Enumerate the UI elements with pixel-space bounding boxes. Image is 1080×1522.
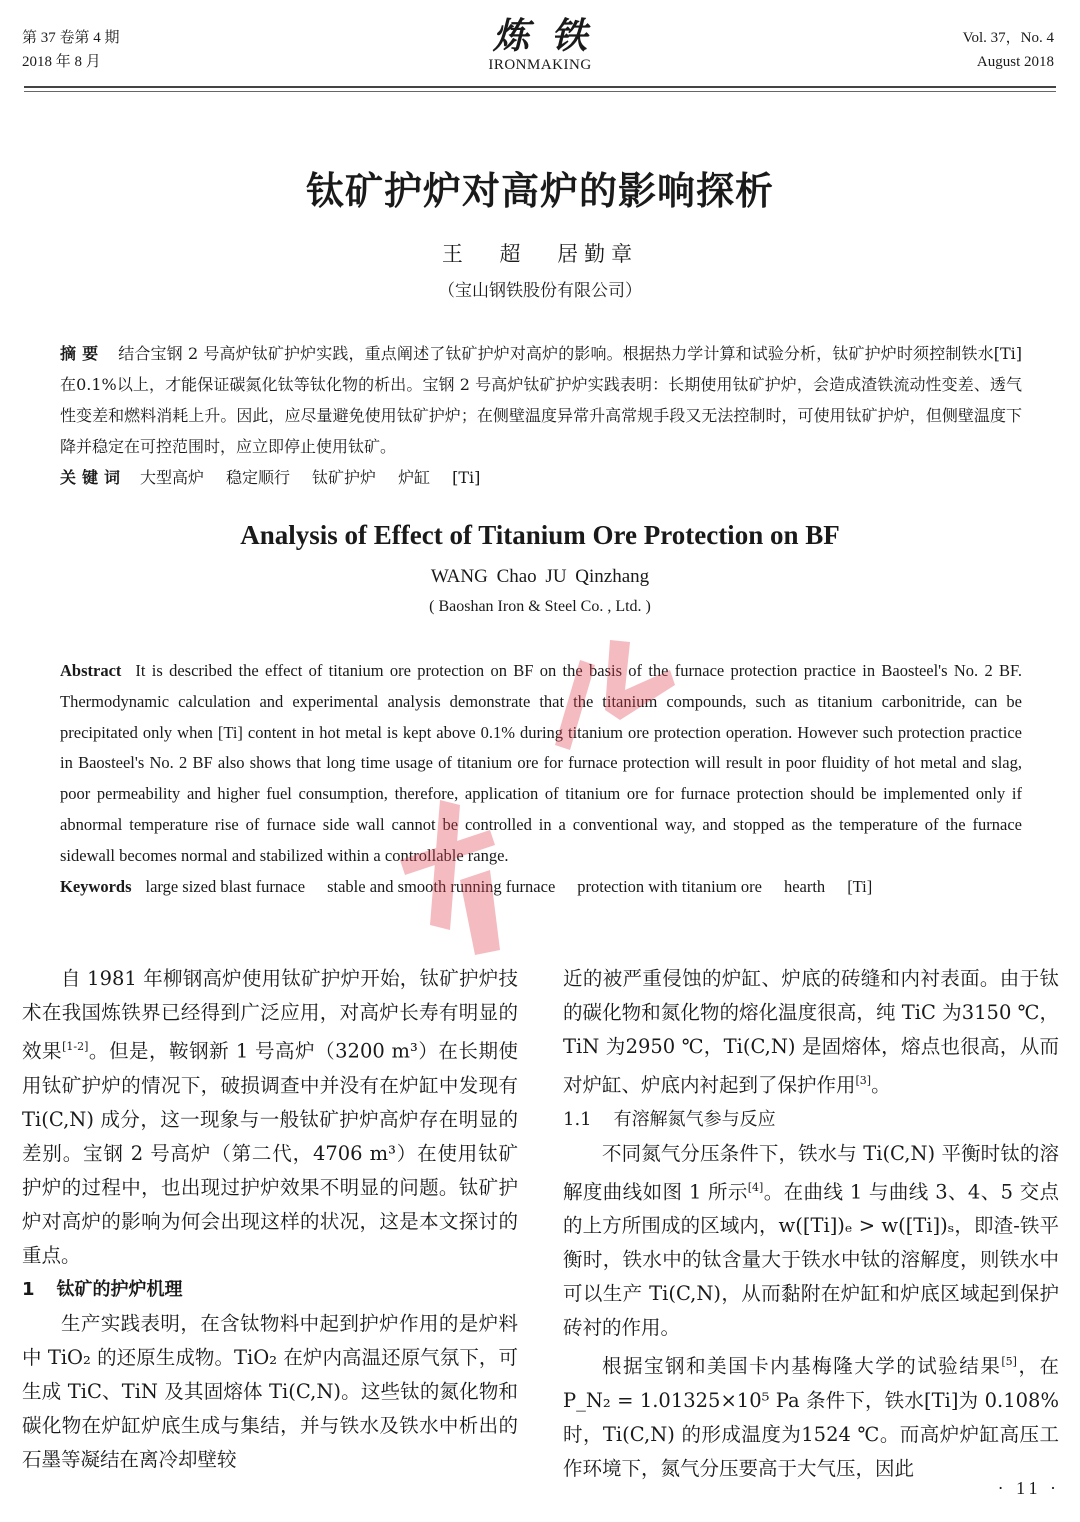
paragraph bbox=[563, 1345, 1059, 1486]
body-column-left bbox=[22, 962, 518, 1477]
issue-info-en bbox=[963, 26, 1054, 74]
volume-issue-cn: 第 37 卷第 4 期 bbox=[22, 30, 120, 46]
affiliation-en: ( Baoshan Iron & Steel Co. , Ltd. ) bbox=[429, 598, 651, 615]
subsection-title: 有溶解氮气参与反应 bbox=[613, 1108, 776, 1130]
citation: [3] bbox=[855, 1074, 872, 1087]
abstract-cn bbox=[60, 338, 1022, 462]
subsection-number: 1.1 bbox=[563, 1108, 592, 1130]
abstract-text-en: It is described the effect of titanium ore protection on BF on the basis of the furnace protection practice in Baosteel's No. 2 BF. Thermodynamic calculation and experimental analysis demonstrate that the titanium compounds, such as titanium carbonitride, can be precipitated only when [Ti] content in hot metal is kept above 0.1% during titanium ore protection operation. However such protection practice in Baosteel's No. 2 BF also shows that long time usage of titanium ore for furnace protection will result in poor fluidity of hot metal and slag, poor permeability and higher fuel consumption, therefore, application of titanium ore for furnace protection should be implemented only if abnormal temperature rise of furnace side wall cannot be controlled in a conventional way, and stopped as the temperature of the furnace sidewall becomes normal and stabilized within a controllable range. bbox=[60, 661, 1022, 865]
abstract-text-cn: 结合宝钢 2 号高炉钛矿护炉实践，重点阐述了钛矿护炉对高炉的影响。根据热力学计算和试验分析，钛矿护炉时须控制铁水[Ti]在0.1%以上，才能保证碳氮化钛等钛化物的析出。宝钢 2 号高炉钛矿护炉实践表明：长期使用钛矿护炉，会造成渣铁流动性变差、透气性变差和燃料消耗上升。因此，应尽量避免使用钛矿护炉；在侧壁温度异常升高常规手段又无法控制时，可使用钛矿护炉，但侧壁温度下降并稳定在可控范围时，应立即停止使用钛矿。 bbox=[60, 344, 1022, 456]
body-column-right bbox=[563, 962, 1059, 1486]
keyword: large sized blast furnace bbox=[145, 876, 306, 896]
section-heading bbox=[22, 1273, 518, 1307]
header-rule-thick bbox=[24, 86, 1056, 88]
section-title: 钛矿的护炉机理 bbox=[56, 1278, 183, 1300]
date-cn: 2018 年 8 月 bbox=[22, 54, 101, 70]
keyword: [Ti] bbox=[452, 468, 481, 487]
authors-cn: 王 超 居勤章 bbox=[441, 242, 639, 266]
citation: [4] bbox=[747, 1180, 764, 1194]
volume-issue-en: Vol. 37，No. 4 bbox=[962, 30, 1054, 46]
section-number: 1 bbox=[22, 1278, 35, 1300]
keyword: 钛矿护炉 bbox=[312, 468, 377, 487]
abstract-label-en: Abstract bbox=[60, 661, 122, 680]
paragraph bbox=[563, 1137, 1059, 1346]
keywords-label-en: Keywords bbox=[60, 876, 132, 896]
journal-masthead bbox=[0, 16, 1080, 74]
keyword: stable and smooth running furnace bbox=[327, 876, 556, 896]
keyword: [Ti] bbox=[847, 876, 873, 896]
keyword: hearth bbox=[783, 876, 826, 896]
paragraph-text: ，在 P_N₂ = 1.01325×10⁵ Pa 条件下，铁水[Ti]为 0.108% 时，Ti(C,N) 的形成温度为1524 ℃。而高炉炉缸高压工作环境下，氮气分压要高于大气压，因此 bbox=[563, 1354, 1060, 1480]
journal-name-en: IRONMAKING bbox=[488, 57, 592, 73]
paragraph-text: 。在曲线 1 与曲线 3、4、5 交点的上方所围成的区域内，w([Ti])ₑ > w([Ti])ₛ，即渣-铁平衡时，铁水中的钛含量大于铁水中钛的溶解度，则铁水中可以生产 Ti(C,N)，从而黏附在炉缸和炉底区域起到保护砖衬的作用。 bbox=[563, 1180, 1059, 1339]
keyword: 大型高炉 bbox=[140, 468, 205, 487]
page-title-en: Analysis of Effect of Titanium Ore Protection on BF bbox=[240, 520, 840, 550]
keyword: 炉缸 bbox=[398, 468, 431, 487]
date-en: August 2018 bbox=[976, 54, 1054, 70]
keyword: 稳定顺行 bbox=[226, 468, 291, 487]
paragraph-text: 根据宝钢和美国卡内基梅隆大学的试验结果 bbox=[602, 1354, 1002, 1378]
paragraph: 生产实践表明，在含钛物料中起到护炉作用的是炉料中 TiO₂ 的还原生成物。TiO₂ 在炉内高温还原气氛下，可生成 TiC、TiN 及其固熔体 Ti(C,N)。这些钛的氮化物和碳化物在炉缸炉底生成与集结，并与铁水及铁水中析出的石墨等凝结在离冷却壁较 bbox=[22, 1311, 518, 1471]
abstract-cn-block bbox=[60, 338, 1022, 493]
abstract-label-cn: 摘要 bbox=[60, 344, 105, 363]
journal-name-cn: 炼铁 bbox=[492, 15, 609, 57]
citation: [5] bbox=[1001, 1355, 1017, 1368]
paragraph-text: 近的被严重侵蚀的炉缸、炉底的砖缝和内衬表面。由于钛的碳化物和氮化物的熔化温度很高，纯 TiC 为3150 ℃，TiN 为2950 ℃，Ti(C,N) 是固熔体，熔点也很高，从而对炉缸、炉底内衬起到了保护作用 bbox=[563, 967, 1059, 1097]
authors-en: WANG Chao JU Qinzhang bbox=[430, 566, 650, 587]
paragraph bbox=[22, 962, 518, 1273]
paragraph bbox=[563, 962, 1059, 1103]
affiliation-cn: （宝山钢铁股份有限公司） bbox=[438, 281, 642, 301]
subsection-heading bbox=[563, 1103, 1059, 1137]
page-title-cn: 钛矿护炉对高炉的影响探析 bbox=[305, 169, 774, 213]
keyword: protection with titanium ore bbox=[577, 876, 762, 896]
paragraph-text: 。但是，鞍钢新 1 号高炉（3200 m³）在长期使用钛矿护炉的情况下，破损调查中并没有在炉缸中发现有 Ti(C,N) 成分，这一现象与一般钛矿护炉高炉存在明显的差别。宝钢 2 号高炉（第二代，4706 m³）在使用钛矿护炉的过程中，也出现过护炉效果不明显的问题。钛矿护炉对高炉的影响为何会出现这样的状况，这是本文探讨的重点。 bbox=[22, 1039, 518, 1267]
page-number: · 11 · bbox=[997, 1478, 1060, 1498]
abstract-en-block bbox=[60, 656, 1022, 902]
paragraph-text: 自 1981 年柳钢高炉使用钛矿护炉开始，钛矿护炉技术在我国炼铁界已经得到广泛应用，对高炉长寿有明显的效果 bbox=[22, 967, 518, 1063]
keywords-en bbox=[60, 872, 1022, 903]
citation: [1-2] bbox=[62, 1040, 89, 1053]
paragraph-text: 不同氮气分压条件下，铁水与 Ti(C,N) 平衡时钛的溶解度曲线如图 1 所示 bbox=[563, 1141, 1059, 1203]
header-rule-thin bbox=[24, 91, 1056, 92]
keywords-cn bbox=[60, 462, 1022, 493]
paragraph-text: 。 bbox=[871, 1073, 891, 1097]
abstract-en bbox=[60, 656, 1022, 872]
keywords-label-cn: 关键词 bbox=[60, 468, 127, 487]
